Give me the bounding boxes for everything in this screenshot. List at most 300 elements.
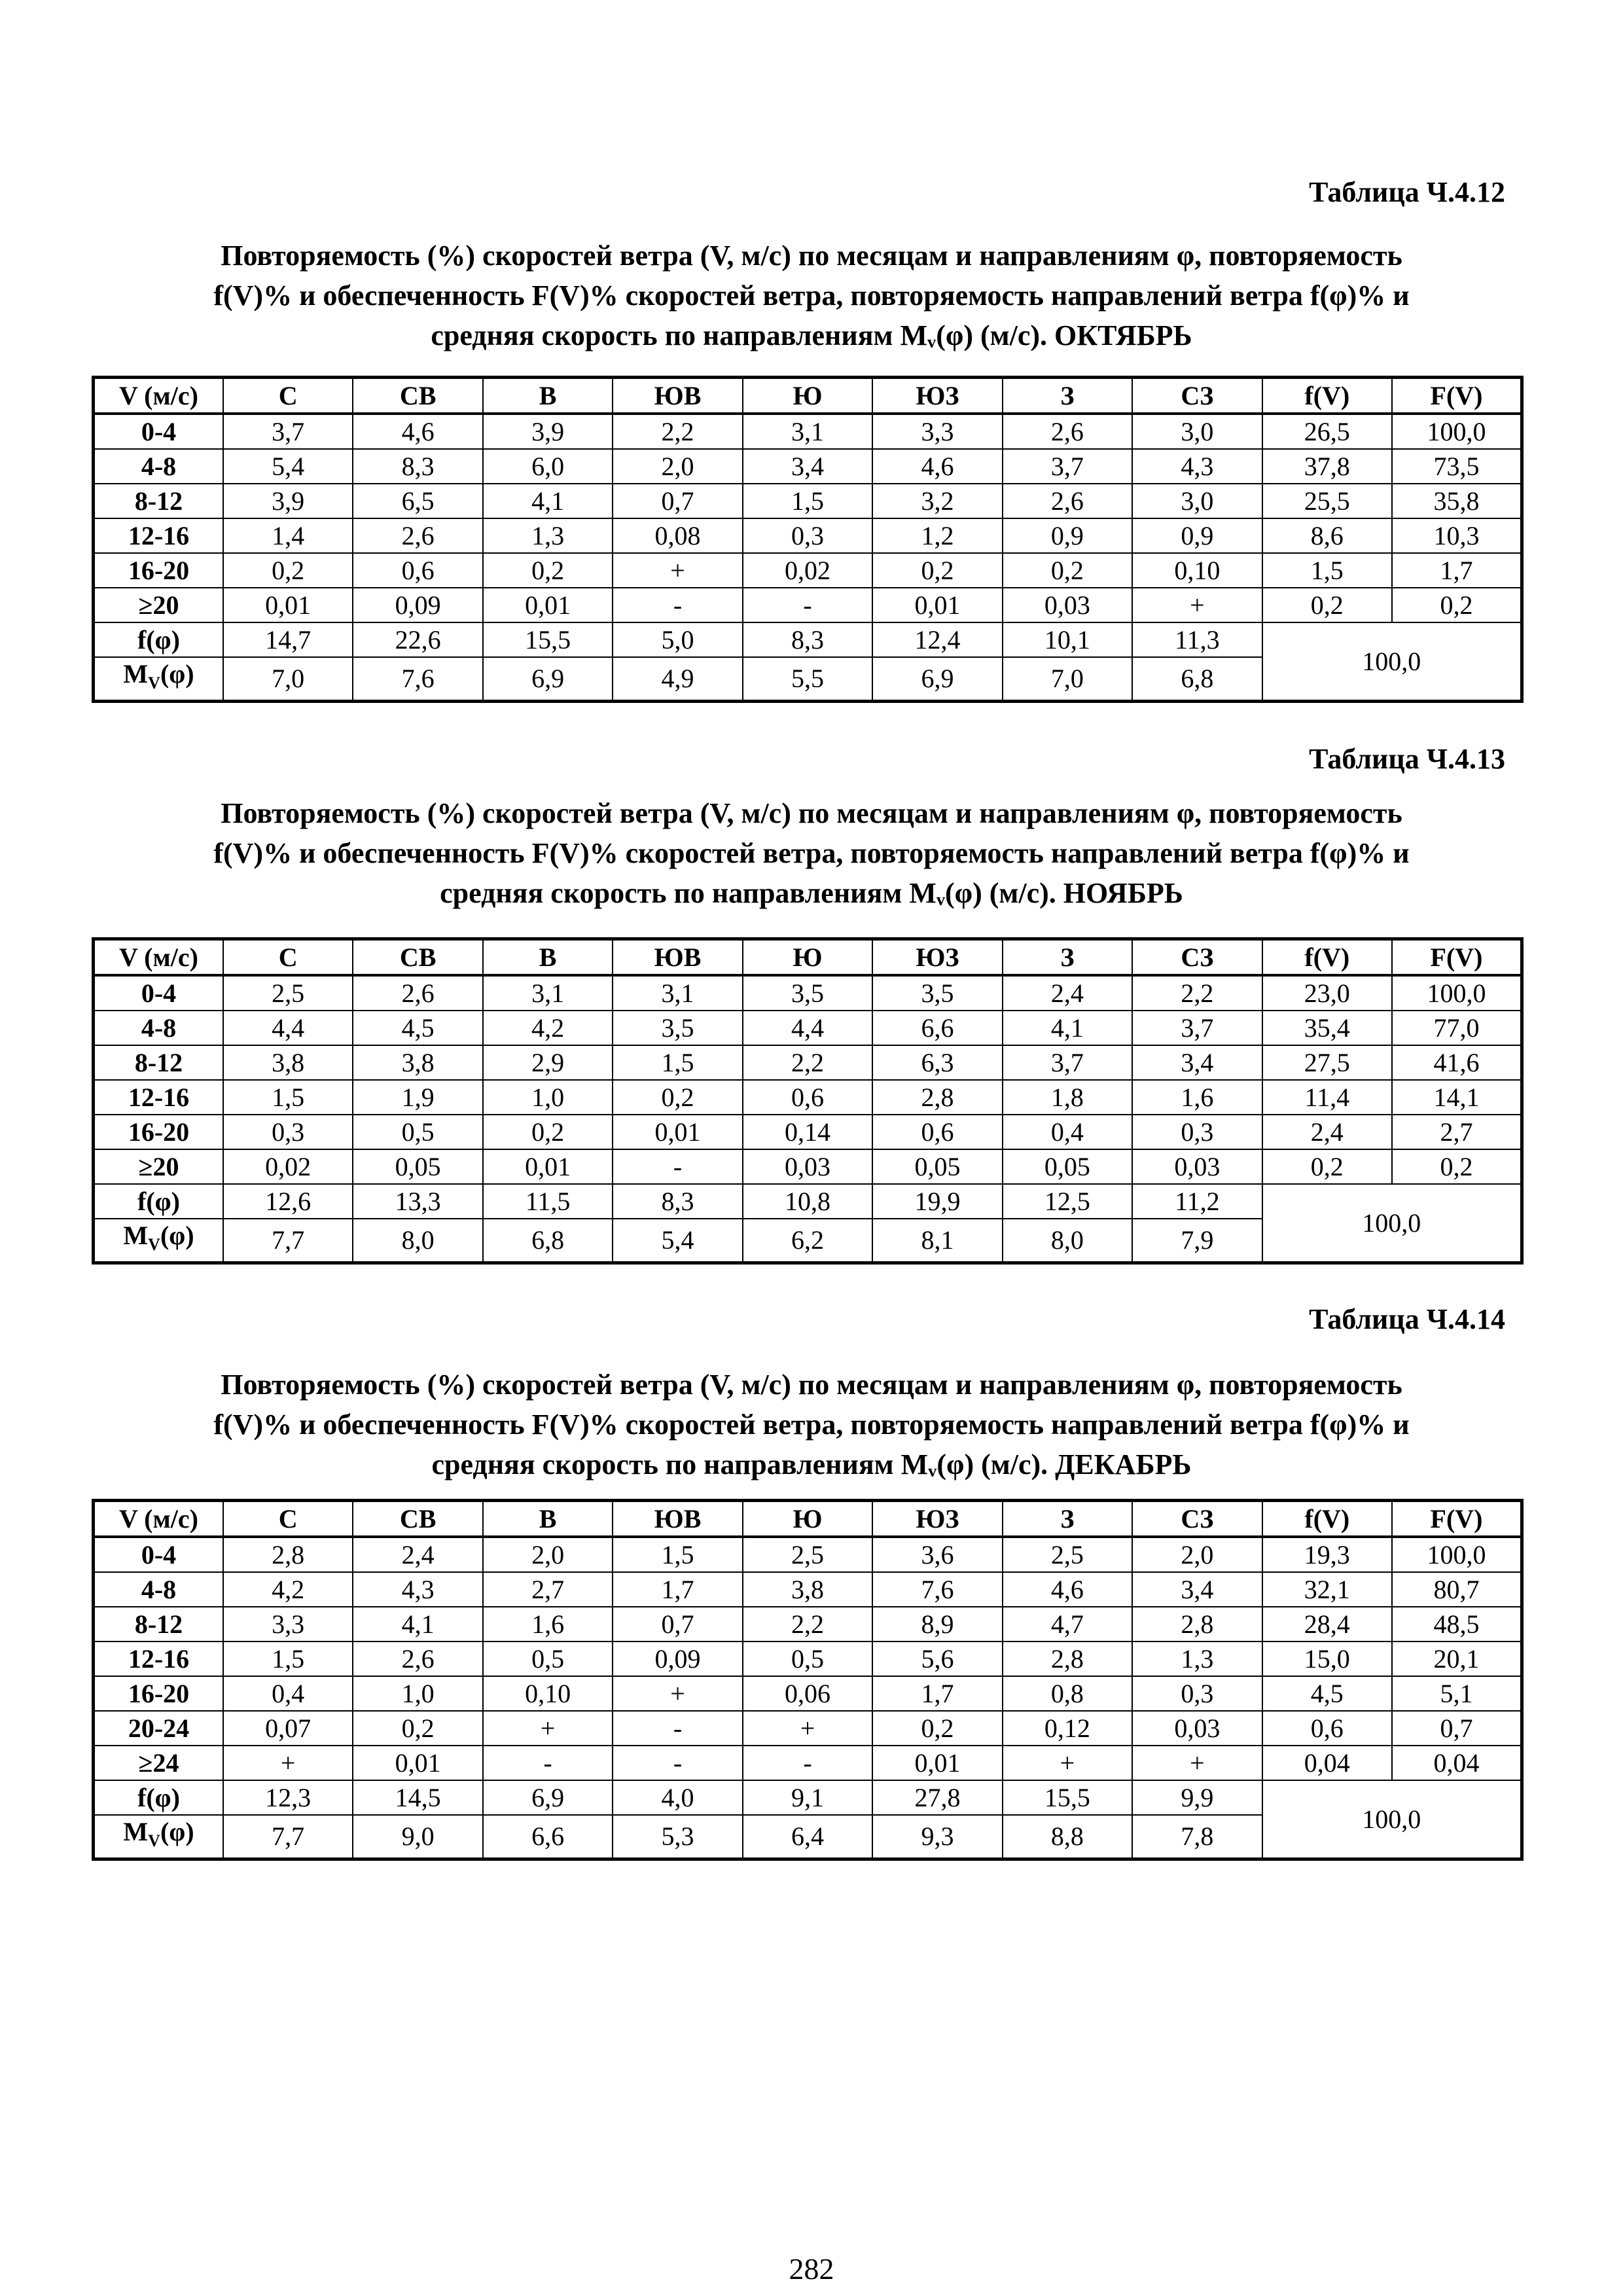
table-cell: 100,0 bbox=[1392, 414, 1522, 449]
speed-range-label: 16-20 bbox=[94, 1676, 223, 1711]
table-cell: 1,3 bbox=[1132, 1641, 1262, 1676]
table-cell: 0,04 bbox=[1262, 1746, 1392, 1780]
table-cell: 9,0 bbox=[353, 1815, 482, 1859]
table-cell: 3,3 bbox=[872, 414, 1002, 449]
frequency-label: f(φ) bbox=[94, 1184, 223, 1219]
column-header: С bbox=[223, 939, 353, 976]
table-cell: + bbox=[743, 1711, 872, 1746]
table-cell: 3,0 bbox=[1132, 484, 1262, 518]
table-cell: 4,3 bbox=[1132, 449, 1262, 484]
column-header: f(V) bbox=[1262, 939, 1392, 976]
table-cell: 0,05 bbox=[1003, 1149, 1132, 1184]
table-cell: 12,4 bbox=[872, 622, 1002, 657]
speed-range-label: 12-16 bbox=[94, 1641, 223, 1676]
table-cell: 1,0 bbox=[353, 1676, 482, 1711]
table-cell: 4,7 bbox=[1003, 1607, 1132, 1641]
table-cell: 8,1 bbox=[872, 1219, 1002, 1263]
frequency-label: f(φ) bbox=[94, 622, 223, 657]
table-cell: 2,6 bbox=[1003, 484, 1132, 518]
table-cell: 11,4 bbox=[1262, 1080, 1392, 1115]
table-cell: 1,6 bbox=[1132, 1080, 1262, 1115]
column-header: СВ bbox=[353, 939, 482, 976]
table-cell: 3,9 bbox=[223, 484, 353, 518]
table-cell: 4,9 bbox=[613, 657, 742, 702]
table-cell: 3,7 bbox=[1132, 1011, 1262, 1045]
table-cell: 0,2 bbox=[353, 1711, 482, 1746]
mean-label-main: M bbox=[123, 1817, 149, 1846]
table-row bbox=[94, 975, 1522, 1011]
table-cell: 6,4 bbox=[743, 1815, 872, 1859]
table-cell: 6,8 bbox=[1132, 657, 1262, 702]
table-cell: 3,1 bbox=[613, 975, 742, 1011]
table-row bbox=[94, 518, 1522, 553]
table-cell: 0,08 bbox=[613, 518, 742, 553]
table-cell: - bbox=[743, 1746, 872, 1780]
table-cell: 3,1 bbox=[483, 975, 613, 1011]
table-cell: 0,01 bbox=[613, 1115, 742, 1149]
table-cell: 3,8 bbox=[353, 1045, 482, 1080]
table-cell: 2,5 bbox=[743, 1537, 872, 1572]
table-cell: 100,0 bbox=[1392, 975, 1522, 1011]
title-line: средняя скорость по направлениям Mᵥ(φ) (м/с). НОЯБРЬ bbox=[440, 877, 1183, 909]
speed-range-label: 8-12 bbox=[94, 1045, 223, 1080]
table-cell: 0,06 bbox=[743, 1676, 872, 1711]
table-cell: 7,6 bbox=[353, 657, 482, 702]
table-cell: 0,09 bbox=[353, 588, 482, 622]
table-cell: 4,5 bbox=[353, 1011, 482, 1045]
table-cell: 8,6 bbox=[1262, 518, 1392, 553]
table-cell: 1,5 bbox=[223, 1080, 353, 1115]
table-cell: - bbox=[743, 588, 872, 622]
column-header: ЮЗ bbox=[872, 378, 1002, 414]
table-row bbox=[94, 484, 1522, 518]
total-cell: 100,0 bbox=[1262, 622, 1522, 702]
total-cell: 100,0 bbox=[1262, 1184, 1522, 1263]
page-number: 282 bbox=[789, 2252, 834, 2286]
table-cell: 73,5 bbox=[1392, 449, 1522, 484]
speed-range-label: 16-20 bbox=[94, 1115, 223, 1149]
table-cell: 2,8 bbox=[223, 1537, 353, 1572]
column-header: ЮЗ bbox=[872, 939, 1002, 976]
column-header: В bbox=[483, 378, 613, 414]
table-row bbox=[94, 1711, 1522, 1746]
table-cell: 27,8 bbox=[872, 1780, 1002, 1815]
column-header: Ю bbox=[743, 1501, 872, 1537]
speed-range-label: 12-16 bbox=[94, 1080, 223, 1115]
table-cell: 1,4 bbox=[223, 518, 353, 553]
column-header: СВ bbox=[353, 378, 482, 414]
table-cell: 1,7 bbox=[613, 1572, 742, 1607]
table-cell: 2,7 bbox=[1392, 1115, 1522, 1149]
table-cell: 0,5 bbox=[483, 1641, 613, 1676]
table-cell: 2,2 bbox=[743, 1607, 872, 1641]
speed-range-label: 4-8 bbox=[94, 449, 223, 484]
speed-range-label: ≥24 bbox=[94, 1746, 223, 1780]
table-cell: + bbox=[613, 1676, 742, 1711]
column-header: З bbox=[1003, 1501, 1132, 1537]
table-cell: 3,2 bbox=[872, 484, 1002, 518]
table-cell: 1,5 bbox=[1262, 553, 1392, 588]
table-cell: 0,6 bbox=[1262, 1711, 1392, 1746]
table-cell: 26,5 bbox=[1262, 414, 1392, 449]
speed-range-label: ≥20 bbox=[94, 588, 223, 622]
table-cell: 0,2 bbox=[1003, 553, 1132, 588]
table-cell: 15,5 bbox=[483, 622, 613, 657]
table-cell: 7,6 bbox=[872, 1572, 1002, 1607]
table-cell: 0,2 bbox=[613, 1080, 742, 1115]
table-cell: 11,2 bbox=[1132, 1184, 1262, 1219]
table-cell: 0,7 bbox=[613, 484, 742, 518]
table-cell: 7,7 bbox=[223, 1219, 353, 1263]
table-cell: 2,7 bbox=[483, 1572, 613, 1607]
table-cell: 2,2 bbox=[743, 1045, 872, 1080]
table-cell: 4,4 bbox=[743, 1011, 872, 1045]
table-cell: 7,8 bbox=[1132, 1815, 1262, 1859]
table-title bbox=[92, 1365, 1531, 1484]
table-cell: 2,6 bbox=[353, 518, 482, 553]
speed-range-label: 8-12 bbox=[94, 1607, 223, 1641]
table-cell: 0,04 bbox=[1392, 1746, 1522, 1780]
column-header: F(V) bbox=[1392, 1501, 1522, 1537]
table-cell: 3,7 bbox=[223, 414, 353, 449]
table-cell: 0,2 bbox=[1392, 1149, 1522, 1184]
table-cell: 2,4 bbox=[1262, 1115, 1392, 1149]
title-line: Повторяемость (%) скоростей ветра (V, м/с) по месяцам и направлениям φ, повторяемость bbox=[221, 1369, 1402, 1401]
table-row bbox=[94, 1641, 1522, 1676]
table-row bbox=[94, 449, 1522, 484]
speed-range-label: 20-24 bbox=[94, 1711, 223, 1746]
table-cell: - bbox=[613, 1149, 742, 1184]
table-cell: 0,10 bbox=[1132, 553, 1262, 588]
wind-table-october bbox=[92, 376, 1524, 703]
mean-label-sub: V bbox=[148, 1235, 160, 1254]
header-row bbox=[94, 939, 1522, 976]
table-cell: 6,9 bbox=[483, 1780, 613, 1815]
table-cell: 5,4 bbox=[613, 1219, 742, 1263]
table-cell: 35,8 bbox=[1392, 484, 1522, 518]
table-cell: 6,2 bbox=[743, 1219, 872, 1263]
table-cell: 8,3 bbox=[743, 622, 872, 657]
table-cell: 10,3 bbox=[1392, 518, 1522, 553]
header-row bbox=[94, 1501, 1522, 1537]
table-cell: 2,8 bbox=[1003, 1641, 1132, 1676]
column-header: З bbox=[1003, 939, 1132, 976]
table-cell: 0,4 bbox=[223, 1676, 353, 1711]
title-line: Повторяемость (%) скоростей ветра (V, м/с) по месяцам и направлениям φ, повторяемость bbox=[221, 240, 1402, 272]
title-line: средняя скорость по направлениям Mᵥ(φ) (м/с). ОКТЯБРЬ bbox=[431, 319, 1192, 351]
title-line: f(V)% и обеспеченность F(V)% скоростей ветра, повторяемость направлений ветра f(φ)% и bbox=[213, 279, 1410, 312]
table-cell: 14,5 bbox=[353, 1780, 482, 1815]
table-cell: + bbox=[223, 1746, 353, 1780]
direction-frequency-row bbox=[94, 1780, 1522, 1815]
mean-label-suffix: (φ) bbox=[160, 1221, 194, 1250]
table-cell: 2,4 bbox=[1003, 975, 1132, 1011]
table-label: Таблица Ч.4.12 bbox=[1309, 176, 1505, 208]
column-header: СЗ bbox=[1132, 1501, 1262, 1537]
table-cell: 0,02 bbox=[743, 553, 872, 588]
mean-speed-label bbox=[94, 657, 223, 702]
table-cell: 11,3 bbox=[1132, 622, 1262, 657]
column-header: В bbox=[483, 939, 613, 976]
table-cell: 0,03 bbox=[743, 1149, 872, 1184]
column-header: ЮВ bbox=[613, 378, 742, 414]
column-header: Ю bbox=[743, 939, 872, 976]
table-cell: 41,6 bbox=[1392, 1045, 1522, 1080]
table-cell: 1,5 bbox=[613, 1537, 742, 1572]
table-cell: 0,6 bbox=[872, 1115, 1002, 1149]
table-cell: 0,01 bbox=[223, 588, 353, 622]
table-cell: 14,7 bbox=[223, 622, 353, 657]
table-cell: 4,6 bbox=[353, 414, 482, 449]
table-cell: 7,7 bbox=[223, 1815, 353, 1859]
table-cell: 19,9 bbox=[872, 1184, 1002, 1219]
table-cell: 0,3 bbox=[743, 518, 872, 553]
table-cell: 1,5 bbox=[223, 1641, 353, 1676]
table-cell: 0,2 bbox=[1262, 1149, 1392, 1184]
table-cell: 4,0 bbox=[613, 1780, 742, 1815]
mean-label-main: M bbox=[123, 659, 149, 689]
table-title bbox=[92, 236, 1531, 355]
table-cell: 2,6 bbox=[353, 1641, 482, 1676]
table-cell: 28,4 bbox=[1262, 1607, 1392, 1641]
direction-frequency-row bbox=[94, 622, 1522, 657]
table-row bbox=[94, 1676, 1522, 1711]
table-cell: + bbox=[1003, 1746, 1132, 1780]
table-cell: 2,6 bbox=[353, 975, 482, 1011]
table-cell: 4,1 bbox=[483, 484, 613, 518]
speed-range-label: 0-4 bbox=[94, 414, 223, 449]
table-row bbox=[94, 1746, 1522, 1780]
table-cell: 0,2 bbox=[483, 553, 613, 588]
table-cell: 3,6 bbox=[872, 1537, 1002, 1572]
table-cell: 3,4 bbox=[1132, 1045, 1262, 1080]
table-cell: 0,7 bbox=[613, 1607, 742, 1641]
table-cell: 0,01 bbox=[483, 588, 613, 622]
table-cell: 0,5 bbox=[743, 1641, 872, 1676]
table-cell: 7,0 bbox=[1003, 657, 1132, 702]
table-cell: 6,0 bbox=[483, 449, 613, 484]
table-cell: - bbox=[613, 588, 742, 622]
table-cell: 6,6 bbox=[483, 1815, 613, 1859]
speed-range-label: 4-8 bbox=[94, 1011, 223, 1045]
table-cell: 2,2 bbox=[613, 414, 742, 449]
title-line: средняя скорость по направлениям Mᵥ(φ) (м/с). ДЕКАБРЬ bbox=[431, 1448, 1192, 1480]
table-cell: 3,1 bbox=[743, 414, 872, 449]
table-cell: 1,8 bbox=[1003, 1080, 1132, 1115]
table-cell: 12,5 bbox=[1003, 1184, 1132, 1219]
table-cell: 0,9 bbox=[1132, 518, 1262, 553]
table-cell: 0,14 bbox=[743, 1115, 872, 1149]
table-row bbox=[94, 588, 1522, 622]
table-cell: 4,4 bbox=[223, 1011, 353, 1045]
table-row bbox=[94, 1080, 1522, 1115]
table-cell: 4,6 bbox=[1003, 1572, 1132, 1607]
column-header: ЮВ bbox=[613, 1501, 742, 1537]
table-cell: 7,9 bbox=[1132, 1219, 1262, 1263]
table-cell: 2,0 bbox=[483, 1537, 613, 1572]
column-header: ЮВ bbox=[613, 939, 742, 976]
table-cell: 3,9 bbox=[483, 414, 613, 449]
table-cell: 1,7 bbox=[872, 1676, 1002, 1711]
table-cell: - bbox=[483, 1746, 613, 1780]
table-cell: 27,5 bbox=[1262, 1045, 1392, 1080]
table-cell: 32,1 bbox=[1262, 1572, 1392, 1607]
table-cell: 2,5 bbox=[1003, 1537, 1132, 1572]
table-cell: 0,03 bbox=[1003, 588, 1132, 622]
table-row bbox=[94, 414, 1522, 449]
column-header: V (м/с) bbox=[94, 378, 223, 414]
table-cell: 0,6 bbox=[743, 1080, 872, 1115]
table-cell: 19,3 bbox=[1262, 1537, 1392, 1572]
column-header: В bbox=[483, 1501, 613, 1537]
table-cell: 0,3 bbox=[1132, 1676, 1262, 1711]
table-cell: 5,6 bbox=[872, 1641, 1002, 1676]
table-cell: 3,8 bbox=[743, 1572, 872, 1607]
table-cell: + bbox=[483, 1711, 613, 1746]
table-cell: 13,3 bbox=[353, 1184, 482, 1219]
table-cell: 10,1 bbox=[1003, 622, 1132, 657]
title-line: f(V)% и обеспеченность F(V)% скоростей ветра, повторяемость направлений ветра f(φ)% и bbox=[213, 1408, 1410, 1441]
table-title bbox=[92, 793, 1531, 913]
table-cell: 4,1 bbox=[353, 1607, 482, 1641]
column-header: V (м/с) bbox=[94, 1501, 223, 1537]
table-cell: 6,5 bbox=[353, 484, 482, 518]
table-cell: 3,4 bbox=[743, 449, 872, 484]
speed-range-label: 0-4 bbox=[94, 975, 223, 1011]
table-cell: 2,0 bbox=[1132, 1537, 1262, 1572]
table-cell: 14,1 bbox=[1392, 1080, 1522, 1115]
wind-table-november bbox=[92, 937, 1524, 1265]
table-cell: 10,8 bbox=[743, 1184, 872, 1219]
table-cell: 4,3 bbox=[353, 1572, 482, 1607]
column-header: СЗ bbox=[1132, 939, 1262, 976]
column-header: ЮЗ bbox=[872, 1501, 1002, 1537]
table-cell: 4,2 bbox=[483, 1011, 613, 1045]
table-row bbox=[94, 1607, 1522, 1641]
table-cell: 77,0 bbox=[1392, 1011, 1522, 1045]
table-cell: 0,5 bbox=[353, 1115, 482, 1149]
table-cell: 4,1 bbox=[1003, 1011, 1132, 1045]
direction-frequency-row bbox=[94, 1184, 1522, 1219]
table-cell: 5,3 bbox=[613, 1815, 742, 1859]
header-row bbox=[94, 378, 1522, 414]
table-cell: 0,9 bbox=[1003, 518, 1132, 553]
table-cell: 0,01 bbox=[872, 1746, 1002, 1780]
table-cell: 1,5 bbox=[613, 1045, 742, 1080]
table-cell: 6,8 bbox=[483, 1219, 613, 1263]
table-cell: 1,3 bbox=[483, 518, 613, 553]
table-cell: 0,6 bbox=[353, 553, 482, 588]
table-cell: 0,03 bbox=[1132, 1711, 1262, 1746]
column-header: СВ bbox=[353, 1501, 482, 1537]
table-cell: 1,9 bbox=[353, 1080, 482, 1115]
table-cell: 0,05 bbox=[872, 1149, 1002, 1184]
table-cell: 0,7 bbox=[1392, 1711, 1522, 1746]
table-row bbox=[94, 553, 1522, 588]
table-cell: 20,1 bbox=[1392, 1641, 1522, 1676]
speed-range-label: 8-12 bbox=[94, 484, 223, 518]
table-row bbox=[94, 1572, 1522, 1607]
table-cell: 3,7 bbox=[1003, 1045, 1132, 1080]
table-cell: 0,2 bbox=[872, 1711, 1002, 1746]
table-cell: 0,2 bbox=[1392, 588, 1522, 622]
mean-label-sub: V bbox=[148, 673, 160, 692]
table-cell: 37,8 bbox=[1262, 449, 1392, 484]
table-cell: 2,2 bbox=[1132, 975, 1262, 1011]
table-cell: + bbox=[1132, 1746, 1262, 1780]
table-cell: 6,6 bbox=[872, 1011, 1002, 1045]
table-cell: 0,03 bbox=[1132, 1149, 1262, 1184]
table-cell: 15,0 bbox=[1262, 1641, 1392, 1676]
title-line: Повторяемость (%) скоростей ветра (V, м/с) по месяцам и направлениям φ, повторяемость bbox=[221, 797, 1402, 829]
table-cell: 2,8 bbox=[1132, 1607, 1262, 1641]
table-row bbox=[94, 1045, 1522, 1080]
table-row bbox=[94, 1149, 1522, 1184]
table-cell: 1,5 bbox=[743, 484, 872, 518]
column-header: F(V) bbox=[1392, 378, 1522, 414]
table-cell: 1,6 bbox=[483, 1607, 613, 1641]
table-cell: 0,2 bbox=[872, 553, 1002, 588]
mean-label-suffix: (φ) bbox=[160, 1817, 194, 1846]
table-cell: 3,5 bbox=[872, 975, 1002, 1011]
column-header: С bbox=[223, 1501, 353, 1537]
table-cell: 2,9 bbox=[483, 1045, 613, 1080]
table-cell: + bbox=[613, 553, 742, 588]
speed-range-label: ≥20 bbox=[94, 1149, 223, 1184]
mean-speed-label bbox=[94, 1815, 223, 1859]
table-cell: 5,4 bbox=[223, 449, 353, 484]
table-cell: 2,4 bbox=[353, 1537, 482, 1572]
column-header: З bbox=[1003, 378, 1132, 414]
table-cell: 2,6 bbox=[1003, 414, 1132, 449]
table-cell: 6,9 bbox=[872, 657, 1002, 702]
table-cell: 0,3 bbox=[1132, 1115, 1262, 1149]
speed-range-label: 0-4 bbox=[94, 1537, 223, 1572]
speed-range-label: 16-20 bbox=[94, 553, 223, 588]
table-cell: 0,07 bbox=[223, 1711, 353, 1746]
table-cell: 0,8 bbox=[1003, 1676, 1132, 1711]
table-cell: 8,3 bbox=[613, 1184, 742, 1219]
table-cell: 0,3 bbox=[223, 1115, 353, 1149]
column-header: С bbox=[223, 378, 353, 414]
speed-range-label: 12-16 bbox=[94, 518, 223, 553]
table-cell: 22,6 bbox=[353, 622, 482, 657]
table-cell: 1,2 bbox=[872, 518, 1002, 553]
table-cell: 0,01 bbox=[353, 1746, 482, 1780]
table-cell: 0,10 bbox=[483, 1676, 613, 1711]
table-cell: 3,7 bbox=[1003, 449, 1132, 484]
table-cell: 3,4 bbox=[1132, 1572, 1262, 1607]
table-cell: 0,2 bbox=[1262, 588, 1392, 622]
table-cell: 0,05 bbox=[353, 1149, 482, 1184]
table-cell: 48,5 bbox=[1392, 1607, 1522, 1641]
table-cell: 9,9 bbox=[1132, 1780, 1262, 1815]
column-header: F(V) bbox=[1392, 939, 1522, 976]
table-cell: 8,9 bbox=[872, 1607, 1002, 1641]
table-cell: 3,0 bbox=[1132, 414, 1262, 449]
table-cell: - bbox=[613, 1711, 742, 1746]
table-cell: 3,5 bbox=[613, 1011, 742, 1045]
table-cell: 9,3 bbox=[872, 1815, 1002, 1859]
wind-table-december bbox=[92, 1499, 1524, 1861]
column-header: f(V) bbox=[1262, 1501, 1392, 1537]
table-cell: 6,3 bbox=[872, 1045, 1002, 1080]
table-cell: 2,0 bbox=[613, 449, 742, 484]
column-header: СЗ bbox=[1132, 378, 1262, 414]
table-cell: 0,2 bbox=[483, 1115, 613, 1149]
table-cell: 0,01 bbox=[872, 588, 1002, 622]
column-header: f(V) bbox=[1262, 378, 1392, 414]
